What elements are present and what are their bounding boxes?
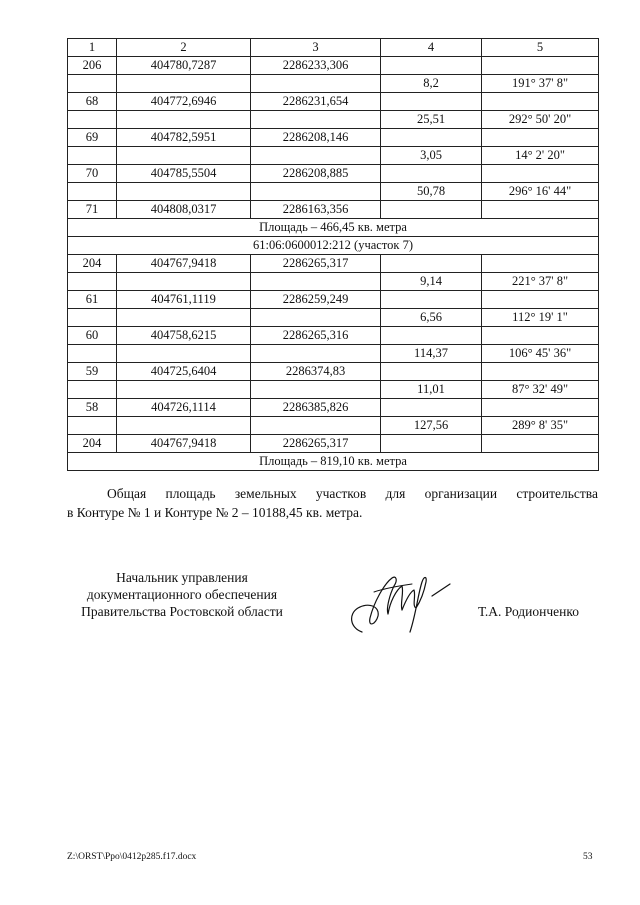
cell-point: 59 <box>68 363 117 381</box>
cell-x: 404758,6215 <box>117 327 251 345</box>
table-row <box>68 201 599 219</box>
area-total-1: Площадь – 466,45 кв. метра <box>68 219 599 237</box>
cell-x: 404726,1114 <box>117 399 251 417</box>
cell-x: 404767,9418 <box>117 435 251 453</box>
cell-dist <box>381 201 482 219</box>
signatory-line-2: документационного обеспечения <box>86 587 278 602</box>
cell-y <box>251 381 381 399</box>
table-row <box>68 93 599 111</box>
cell-angle: 292° 50' 20" <box>482 111 599 129</box>
cell-point <box>68 75 117 93</box>
table-row <box>68 417 599 435</box>
cell-point <box>68 417 117 435</box>
cell-dist: 25,51 <box>381 111 482 129</box>
table-row <box>68 399 599 417</box>
cell-dist <box>381 165 482 183</box>
table-row <box>68 255 599 273</box>
signatory-title <box>67 569 297 620</box>
cell-angle <box>482 57 599 75</box>
cell-dist: 11,01 <box>381 381 482 399</box>
cell-y <box>251 183 381 201</box>
cell-dist: 6,56 <box>381 309 482 327</box>
cell-angle <box>482 165 599 183</box>
cell-dist <box>381 399 482 417</box>
cell-x <box>117 309 251 327</box>
table-row <box>68 381 599 399</box>
cell-y: 2286265,317 <box>251 255 381 273</box>
table-row <box>68 57 599 75</box>
cell-dist: 50,78 <box>381 183 482 201</box>
area-total-2-row <box>68 453 599 471</box>
cell-y: 2286385,826 <box>251 399 381 417</box>
cell-dist: 3,05 <box>381 147 482 165</box>
table-row <box>68 147 599 165</box>
cell-dist: 127,56 <box>381 417 482 435</box>
cell-x: 404808,0317 <box>117 201 251 219</box>
cell-y <box>251 147 381 165</box>
table-row <box>68 327 599 345</box>
table-row <box>68 183 599 201</box>
cell-x: 404782,5951 <box>117 129 251 147</box>
table-row <box>68 345 599 363</box>
cell-angle <box>482 435 599 453</box>
handwritten-signature <box>340 562 460 642</box>
coordinates-table <box>67 38 599 471</box>
cell-point <box>68 111 117 129</box>
cell-dist <box>381 327 482 345</box>
column-header: 2 <box>117 39 251 57</box>
summary-line-1: Общая площадь земельных участков для организации строительства <box>107 486 598 501</box>
cell-y <box>251 75 381 93</box>
page-number: 53 <box>583 852 593 862</box>
cell-point: 69 <box>68 129 117 147</box>
table-row <box>68 435 599 453</box>
cell-angle <box>482 93 599 111</box>
cell-point <box>68 381 117 399</box>
cell-point: 60 <box>68 327 117 345</box>
cell-x <box>117 111 251 129</box>
cell-angle <box>482 201 599 219</box>
cell-point <box>68 345 117 363</box>
cell-angle <box>482 291 599 309</box>
cell-angle <box>482 363 599 381</box>
cell-point: 70 <box>68 165 117 183</box>
signatory-line-1: Начальник управления <box>116 570 248 585</box>
cell-y <box>251 309 381 327</box>
table-row <box>68 111 599 129</box>
cell-x <box>117 183 251 201</box>
cell-point: 204 <box>68 435 117 453</box>
cell-y: 2286208,146 <box>251 129 381 147</box>
signatory-line-3: Правительства Ростовской области <box>81 604 283 619</box>
table-row <box>68 165 599 183</box>
column-header: 1 <box>68 39 117 57</box>
cell-point <box>68 273 117 291</box>
cell-angle: 14° 2' 20" <box>482 147 599 165</box>
table-row <box>68 363 599 381</box>
cell-x: 404761,1119 <box>117 291 251 309</box>
cell-y: 2286374,83 <box>251 363 381 381</box>
plot-title: 61:06:0600012:212 (участок 7) <box>68 237 599 255</box>
cell-dist <box>381 291 482 309</box>
cell-angle: 106° 45' 36" <box>482 345 599 363</box>
cell-y <box>251 111 381 129</box>
cell-angle <box>482 129 599 147</box>
cell-angle: 191° 37' 8" <box>482 75 599 93</box>
cell-y <box>251 273 381 291</box>
cell-x: 404767,9418 <box>117 255 251 273</box>
file-path: Z:\ORST\Ppo\0412p285.f17.docx <box>67 852 197 862</box>
area-total-2: Площадь – 819,10 кв. метра <box>68 453 599 471</box>
cell-x: 404785,5504 <box>117 165 251 183</box>
table-header-row <box>68 39 599 57</box>
cell-point: 204 <box>68 255 117 273</box>
cell-dist <box>381 93 482 111</box>
cell-x <box>117 273 251 291</box>
cell-y: 2286231,654 <box>251 93 381 111</box>
cell-dist <box>381 57 482 75</box>
cell-point: 71 <box>68 201 117 219</box>
cell-dist: 9,14 <box>381 273 482 291</box>
cell-x <box>117 345 251 363</box>
table-row <box>68 75 599 93</box>
column-header: 4 <box>381 39 482 57</box>
cell-dist <box>381 129 482 147</box>
cell-dist <box>381 363 482 381</box>
cell-y <box>251 345 381 363</box>
cell-x: 404725,6404 <box>117 363 251 381</box>
cell-angle: 87° 32' 49" <box>482 381 599 399</box>
cell-dist <box>381 255 482 273</box>
cell-angle: 289° 8' 35" <box>482 417 599 435</box>
cell-y <box>251 417 381 435</box>
cell-x <box>117 417 251 435</box>
area-total-1-row <box>68 219 599 237</box>
cell-angle <box>482 327 599 345</box>
table-row <box>68 309 599 327</box>
signatory-name: Т.А. Родионченко <box>478 604 579 619</box>
cell-point: 61 <box>68 291 117 309</box>
cell-point <box>68 147 117 165</box>
cell-point: 206 <box>68 57 117 75</box>
table-row <box>68 291 599 309</box>
cell-y: 2286233,306 <box>251 57 381 75</box>
table-row <box>68 273 599 291</box>
cell-point <box>68 309 117 327</box>
cell-angle <box>482 399 599 417</box>
cell-x <box>117 75 251 93</box>
total-area-summary <box>67 484 598 522</box>
cell-dist: 114,37 <box>381 345 482 363</box>
plot-title-row <box>68 237 599 255</box>
cell-point: 68 <box>68 93 117 111</box>
cell-dist <box>381 435 482 453</box>
cell-point <box>68 183 117 201</box>
table-row <box>68 129 599 147</box>
summary-line-2: в Контуре № 1 и Контуре № 2 – 10188,45 кв. метра. <box>67 505 363 520</box>
cell-x <box>117 147 251 165</box>
cell-x: 404772,6946 <box>117 93 251 111</box>
cell-y: 2286163,356 <box>251 201 381 219</box>
cell-point: 58 <box>68 399 117 417</box>
column-header: 3 <box>251 39 381 57</box>
cell-x: 404780,7287 <box>117 57 251 75</box>
cell-y: 2286259,249 <box>251 291 381 309</box>
cell-y: 2286208,885 <box>251 165 381 183</box>
cell-dist: 8,2 <box>381 75 482 93</box>
cell-angle: 221° 37' 8" <box>482 273 599 291</box>
cell-y: 2286265,316 <box>251 327 381 345</box>
cell-angle <box>482 255 599 273</box>
column-header: 5 <box>482 39 599 57</box>
cell-y: 2286265,317 <box>251 435 381 453</box>
cell-x <box>117 381 251 399</box>
cell-angle: 112° 19' 1" <box>482 309 599 327</box>
cell-angle: 296° 16' 44" <box>482 183 599 201</box>
